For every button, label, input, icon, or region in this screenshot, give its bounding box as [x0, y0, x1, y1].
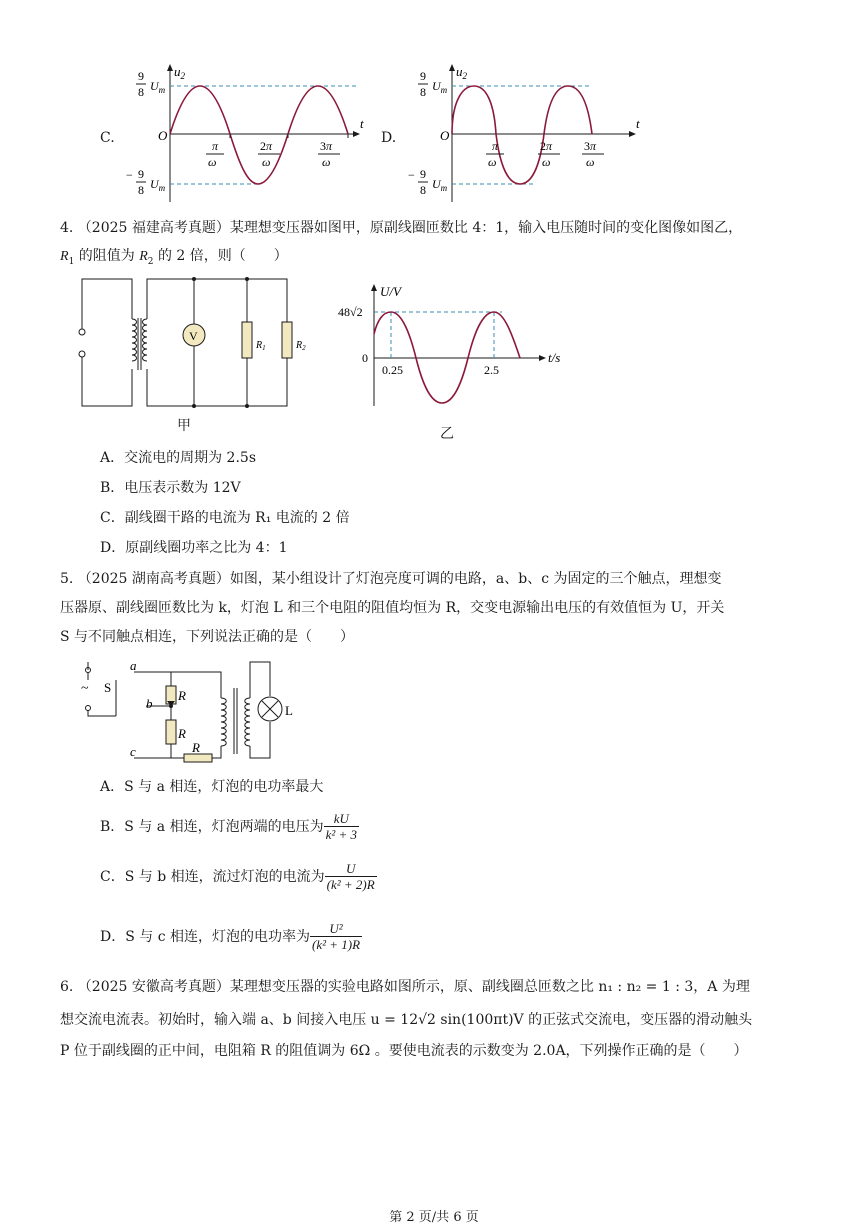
svg-text:t: t	[636, 116, 640, 131]
svg-text:−: −	[126, 168, 133, 182]
svg-text:ω: ω	[262, 155, 271, 169]
option-d-graph	[400, 62, 645, 208]
q4-option-a[interactable]: A．交流电的周期为 2.5s	[100, 450, 257, 466]
q5-stem-line2: 压器原、副线圈匝数比为 k，灯泡 L 和三个电阻的阻值均恒为 R，交变电源输出电压的有效值恒为 U，开关	[60, 600, 725, 616]
q4-option-d[interactable]: D．原副线圈功率之比为 4：1	[100, 540, 288, 556]
q4-transformer-circuit	[72, 274, 306, 414]
svg-text:~: ~	[81, 681, 89, 696]
svg-text:Um: $U_m$	[150, 79, 166, 95]
svg-text:b: b	[146, 696, 153, 711]
svg-text:9: 9	[138, 167, 144, 181]
svg-text:2.5: 2.5	[484, 363, 499, 377]
u2-axis-label: $u_2$	[174, 64, 185, 81]
svg-text:π: π	[492, 139, 499, 153]
svg-text:u2: $u_2$	[456, 64, 467, 81]
voltmeter-label: V	[189, 329, 198, 343]
svg-text:ω: ω	[542, 155, 551, 169]
svg-text:2π: 2π	[540, 139, 553, 153]
q5-option-c[interactable]: C．S 与 b 相连，流过灯泡的电流为 $\frac{U}{\text{(k² + 2)R}}$	[100, 861, 375, 892]
svg-text:π: π	[212, 139, 219, 153]
q6-line2: 想交流电流表。初始时，输入端 a、b 间接入电压 u = 12√2 sin(100πt)V 的正弦式交流电，变压器的滑动触头	[60, 1012, 753, 1028]
svg-text:3π: 3π	[584, 139, 597, 153]
q5-stem-line1: 5. （2025 湖南高考真题）如图，某小组设计了灯泡亮度可调的电路，a、b、c 为固定的三个触点，理想变	[60, 571, 722, 587]
q4-stem-line1: 4. （2025 福建高考真题）某理想变压器如图甲，原副线圈匝数比 4：1，输入电压随时间的变化图像如图乙，	[60, 220, 743, 236]
option-c-graph	[118, 62, 363, 208]
q6-line3: P 位于副线圈的正中间，电阻箱 R 的阻值调为 6Ω 。要使电流表的示数变为 2.0A，下列操作正确的是（ ）	[60, 1043, 748, 1059]
q5-option-d[interactable]: D．S 与 c 相连，灯泡的电功率为 $\frac{\text{U²}}{\text{(k² + 1)R}}$	[100, 921, 361, 952]
svg-text:Um: $U_m$	[432, 177, 448, 193]
q4-voltage-graph	[330, 282, 570, 410]
svg-text:ω: ω	[586, 155, 595, 169]
q4-option-c[interactable]: C．副线圈干路的电流为 R₁ 电流的 2 倍	[100, 510, 350, 526]
svg-text:O: O	[440, 128, 450, 143]
graph-ylabel: U/V	[380, 284, 401, 299]
q5-option-b[interactable]: B．S 与 a 相连，灯泡两端的电压为 $\frac{kU}{\text{k² + 3}}$	[100, 811, 358, 842]
svg-text:8: 8	[138, 85, 144, 99]
q4-stem-line2: $R_1$ 的阻值为 $R_2$ 的 2 倍，则（ ）	[60, 248, 288, 267]
svg-text:R: R	[178, 688, 186, 703]
svg-text:0.25: 0.25	[382, 363, 403, 377]
fig-yi-caption: 乙	[440, 426, 454, 442]
svg-text:8: 8	[420, 183, 426, 197]
q4-option-b[interactable]: B．电压表示数为 12V	[100, 480, 241, 496]
svg-text:Um: $U_m$	[150, 177, 166, 193]
option-d-label: D.	[381, 130, 397, 146]
svg-text:ω: ω	[322, 155, 331, 169]
svg-text:O: O	[158, 128, 168, 143]
svg-text:9: 9	[420, 69, 426, 83]
svg-text:−: −	[408, 168, 415, 182]
svg-text:2π: 2π	[260, 139, 273, 153]
svg-text:0: 0	[362, 351, 368, 365]
svg-text:L: L	[285, 703, 293, 718]
svg-text:ω: ω	[208, 155, 217, 169]
svg-text:Um: $U_m$	[432, 79, 448, 95]
svg-text:9: 9	[420, 167, 426, 181]
q5-stem-line3: S 与不同触点相连，下列说法正确的是（ ）	[60, 629, 355, 645]
svg-text:S: S	[104, 680, 112, 695]
q5-lamp-circuit	[76, 658, 306, 770]
q5-option-a[interactable]: A．S 与 a 相连，灯泡的电功率最大	[100, 779, 324, 795]
svg-text:t: t	[360, 116, 364, 131]
svg-text:R1: $R_1$	[256, 340, 266, 352]
svg-text:ω: ω	[488, 155, 497, 169]
svg-text:R: R	[178, 726, 186, 741]
fig-jia-caption: 甲	[177, 418, 191, 434]
graph-xlabel: t/s	[548, 350, 561, 365]
svg-text:48√2: 48√2	[338, 305, 363, 319]
option-c-label: C.	[100, 130, 115, 146]
svg-text:8: 8	[420, 85, 426, 99]
svg-text:3π: 3π	[320, 139, 333, 153]
svg-text:R2: $R_2$	[296, 340, 306, 352]
svg-text:8: 8	[138, 183, 144, 197]
svg-text:c: c	[130, 744, 136, 759]
page-footer: 第 2 页/共 6 页	[389, 1210, 479, 1225]
q6-line1: 6. （2025 安徽高考真题）某理想变压器的实验电路如图所示，原、副线圈总匝数之比 n₁ : n₂ = 1 : 3，A 为理	[60, 979, 750, 995]
svg-text:R: R	[192, 740, 200, 755]
svg-text:a: a	[130, 658, 137, 673]
svg-text:9: 9	[138, 69, 144, 83]
